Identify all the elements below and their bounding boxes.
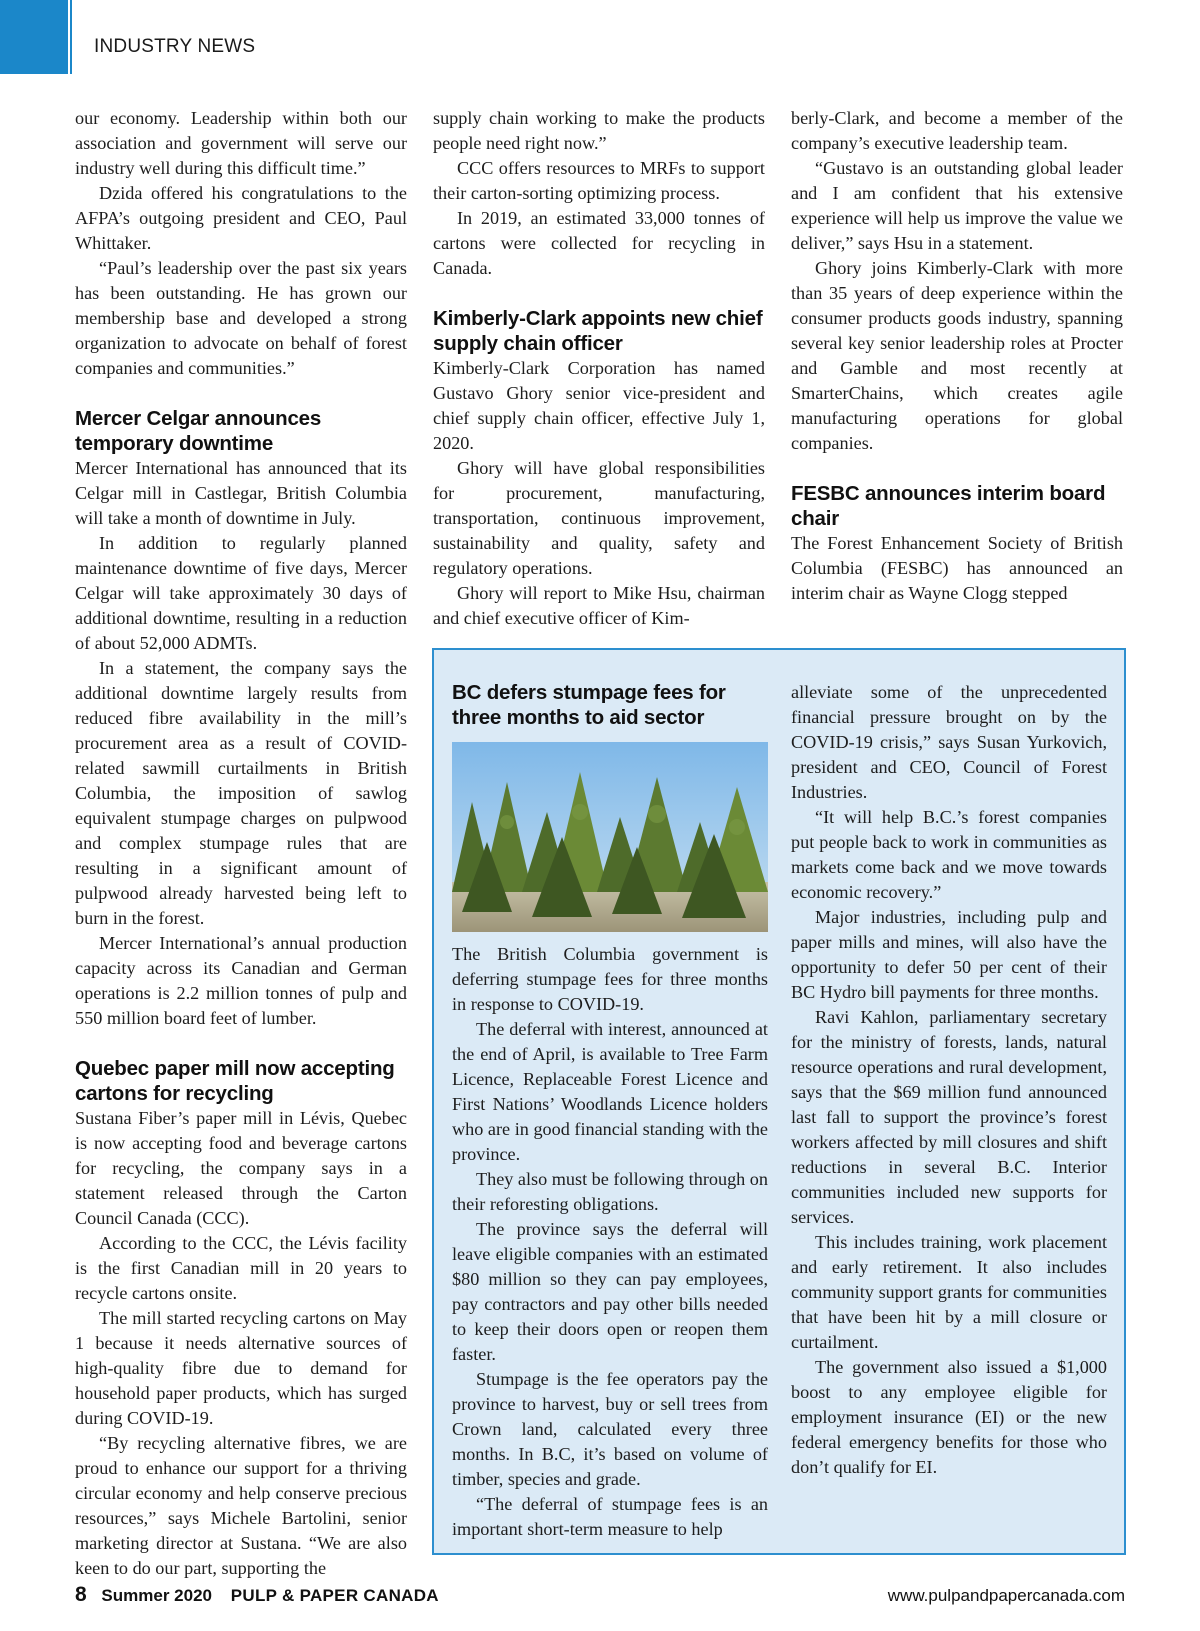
paragraph: The Forest Enhancement Society of British Columbia (FESBC) has announced an interim chair as Wayne Clogg stepped <box>791 533 1123 603</box>
article-column-1 <box>75 106 407 1581</box>
paragraph: Ghory will have global responsibilities for procurement, manufacturing, transportation, continuous improvement, sustainability and quality, safety and regulatory operations. <box>433 458 765 578</box>
headline-quebec-paper-mill: Quebec paper mill now accepting cartons for recycling <box>75 1057 395 1105</box>
sidebar-column-right <box>791 680 1107 1480</box>
paragraph: In a statement, the company says the additional downtime largely results from reduced fibre availability in the mill’s procurement area as a result of COVID-related sawmill curtailments in British Columbia, the imposition of sawlog equivalent stumpage charges on pulpwood and complex stumpage rules that are resulting in a significant amount of pulpwood already harvested being left to burn in the forest. <box>75 658 407 928</box>
paragraph: “Paul’s leadership over the past six years has been outstanding. He has grown our membership base and developed a strong organization to advocate on behalf of forest companies and communities.” <box>75 258 407 378</box>
paragraph: “By recycling alternative fibres, we are proud to enhance our support for a thriving circular economy and help conserve precious resources,” says Michele Bartolini, senior marketing director at Sustana. “We are also keen to do our part, supporting the <box>75 1433 407 1578</box>
paragraph: Ghory joins Kimberly-Clark with more than 35 years of deep experience within the consumer products goods industry, spanning several key senior leadership roles at Procter and Gamble and most recently at SmarterChains, which creates agile manufacturing operations for global companies. <box>791 258 1123 453</box>
paragraph: “It will help B.C.’s forest companies put people back to work in communities as markets come back and we move towards economic recovery.” <box>791 807 1107 902</box>
page-footer-left <box>75 1583 439 1607</box>
paragraph: This includes training, work placement and early retirement. It also includes community support grants for communities that have been hit by a mill closure or curtailment. <box>791 1232 1107 1352</box>
pine-trees-photo <box>452 742 768 932</box>
website-link[interactable]: www.pulpandpapercanada.com <box>887 1586 1125 1605</box>
paragraph: supply chain working to make the products people need right now.” <box>433 108 765 153</box>
paragraph: The mill started recycling cartons on May 1 because it needs alternative sources of high-quality fibre due to demand for household paper products, which has surged during COVID-19. <box>75 1308 407 1428</box>
paragraph: In 2019, an estimated 33,000 tonnes of cartons were collected for recycling in Canada. <box>433 208 765 278</box>
article-column-3 <box>791 106 1123 606</box>
paragraph: Mercer International has announced that its Celgar mill in Castlegar, British Columbia will take a month of downtime in July. <box>75 458 407 528</box>
paragraph: “Gustavo is an outstanding global leader and I am confident that his extensive experience will help us improve the value we deliver,” says Hsu in a statement. <box>791 158 1123 253</box>
paragraph: “The deferral of stumpage fees is an important short-term measure to help <box>452 1494 768 1539</box>
paragraph: The province says the deferral will leave eligible companies with an estimated $80 million so they can pay employees, pay contractors and pay other bills needed to keep their doors open or reopen them faster. <box>452 1219 768 1364</box>
section-tab-stripes <box>66 0 74 74</box>
paragraph: CCC offers resources to MRFs to support their carton-sorting optimizing process. <box>433 158 765 203</box>
paragraph: The British Columbia government is deferring stumpage fees for three months in response to COVID-19. <box>452 944 768 1014</box>
paragraph: berly-Clark, and become a member of the company’s executive leadership team. <box>791 108 1123 153</box>
paragraph: According to the CCC, the Lévis facility is the first Canadian mill in 20 years to recycle cartons onsite. <box>75 1233 407 1303</box>
paragraph: Major industries, including pulp and paper mills and mines, will also have the opportunity to defer 50 per cent of their BC Hydro bill payments for three months. <box>791 907 1107 1002</box>
paragraph: They also must be following through on their reforesting obligations. <box>452 1169 768 1214</box>
paragraph: Kimberly-Clark Corporation has named Gustavo Ghory senior vice-president and chief supply chain officer, effective July 1, 2020. <box>433 358 765 453</box>
paragraph: The government also issued a $1,000 boost to any employee eligible for employment insurance (EI) or the new federal emergency benefits for those who don’t qualify for EI. <box>791 1357 1107 1477</box>
paragraph: our economy. Leadership within both our association and government will serve our industry well during this difficult time.” <box>75 108 407 178</box>
issue-label: Summer 2020 <box>101 1586 212 1605</box>
paragraph: Dzida offered his congratulations to the AFPA’s outgoing president and CEO, Paul Whittaker. <box>75 183 407 253</box>
headline-fesbc: FESBC announces interim board chair <box>791 482 1106 530</box>
paragraph: In addition to regularly planned maintenance downtime of five days, Mercer Celgar will take approximately 30 days of additional downtime, resulting in a reduction of about 52,000 ADMTs. <box>75 533 407 653</box>
section-color-tab <box>0 0 66 74</box>
magazine-name: PULP & PAPER CANADA <box>230 1586 439 1605</box>
headline-mercer-celgar: Mercer Celgar announces temporary downtime <box>75 407 322 455</box>
sidebar-column-left <box>452 680 768 1542</box>
paragraph: Sustana Fiber’s paper mill in Lévis, Quebec is now accepting food and beverage cartons for recycling, the company says in a statement released through the Carton Council Canada (CCC). <box>75 1108 407 1228</box>
page-number: 8 <box>75 1583 87 1606</box>
section-label: INDUSTRY NEWS <box>94 36 256 57</box>
sidebar-headline: BC defers stumpage fees for three months to aid sector <box>452 681 726 729</box>
paragraph: The deferral with interest, announced at the end of April, is available to Tree Farm Licence, Replaceable Forest Licence and First Nations’ Woodlands Licence holders who are in good financial standing with the province. <box>452 1019 768 1164</box>
paragraph: Ghory will report to Mike Hsu, chairman and chief executive officer of Kim- <box>433 583 765 628</box>
paragraph: alleviate some of the unprecedented financial pressure brought on by the COVID-19 crisis,” says Susan Yurkovich, president and CEO, Council of Forest Industries. <box>791 682 1107 802</box>
paragraph: Ravi Kahlon, parliamentary secretary for the ministry of forests, lands, natural resource operations and rural development, says that the $69 million fund announced last fall to support the province’s forest workers affected by mill closures and shift reductions in several B.C. Interior communities included new supports for services. <box>791 1007 1107 1227</box>
paragraph: Mercer International’s annual production capacity across its Canadian and German operations is 2.2 million tonnes of pulp and 550 million board feet of lumber. <box>75 933 407 1028</box>
article-column-2 <box>433 106 765 631</box>
paragraph: Stumpage is the fee operators pay the province to harvest, buy or sell trees from Crown land, calculated every three months. In B.C, it’s based on volume of timber, species and grade. <box>452 1369 768 1489</box>
headline-kimberly-clark: Kimberly-Clark appoints new chief supply chain officer <box>433 307 763 355</box>
